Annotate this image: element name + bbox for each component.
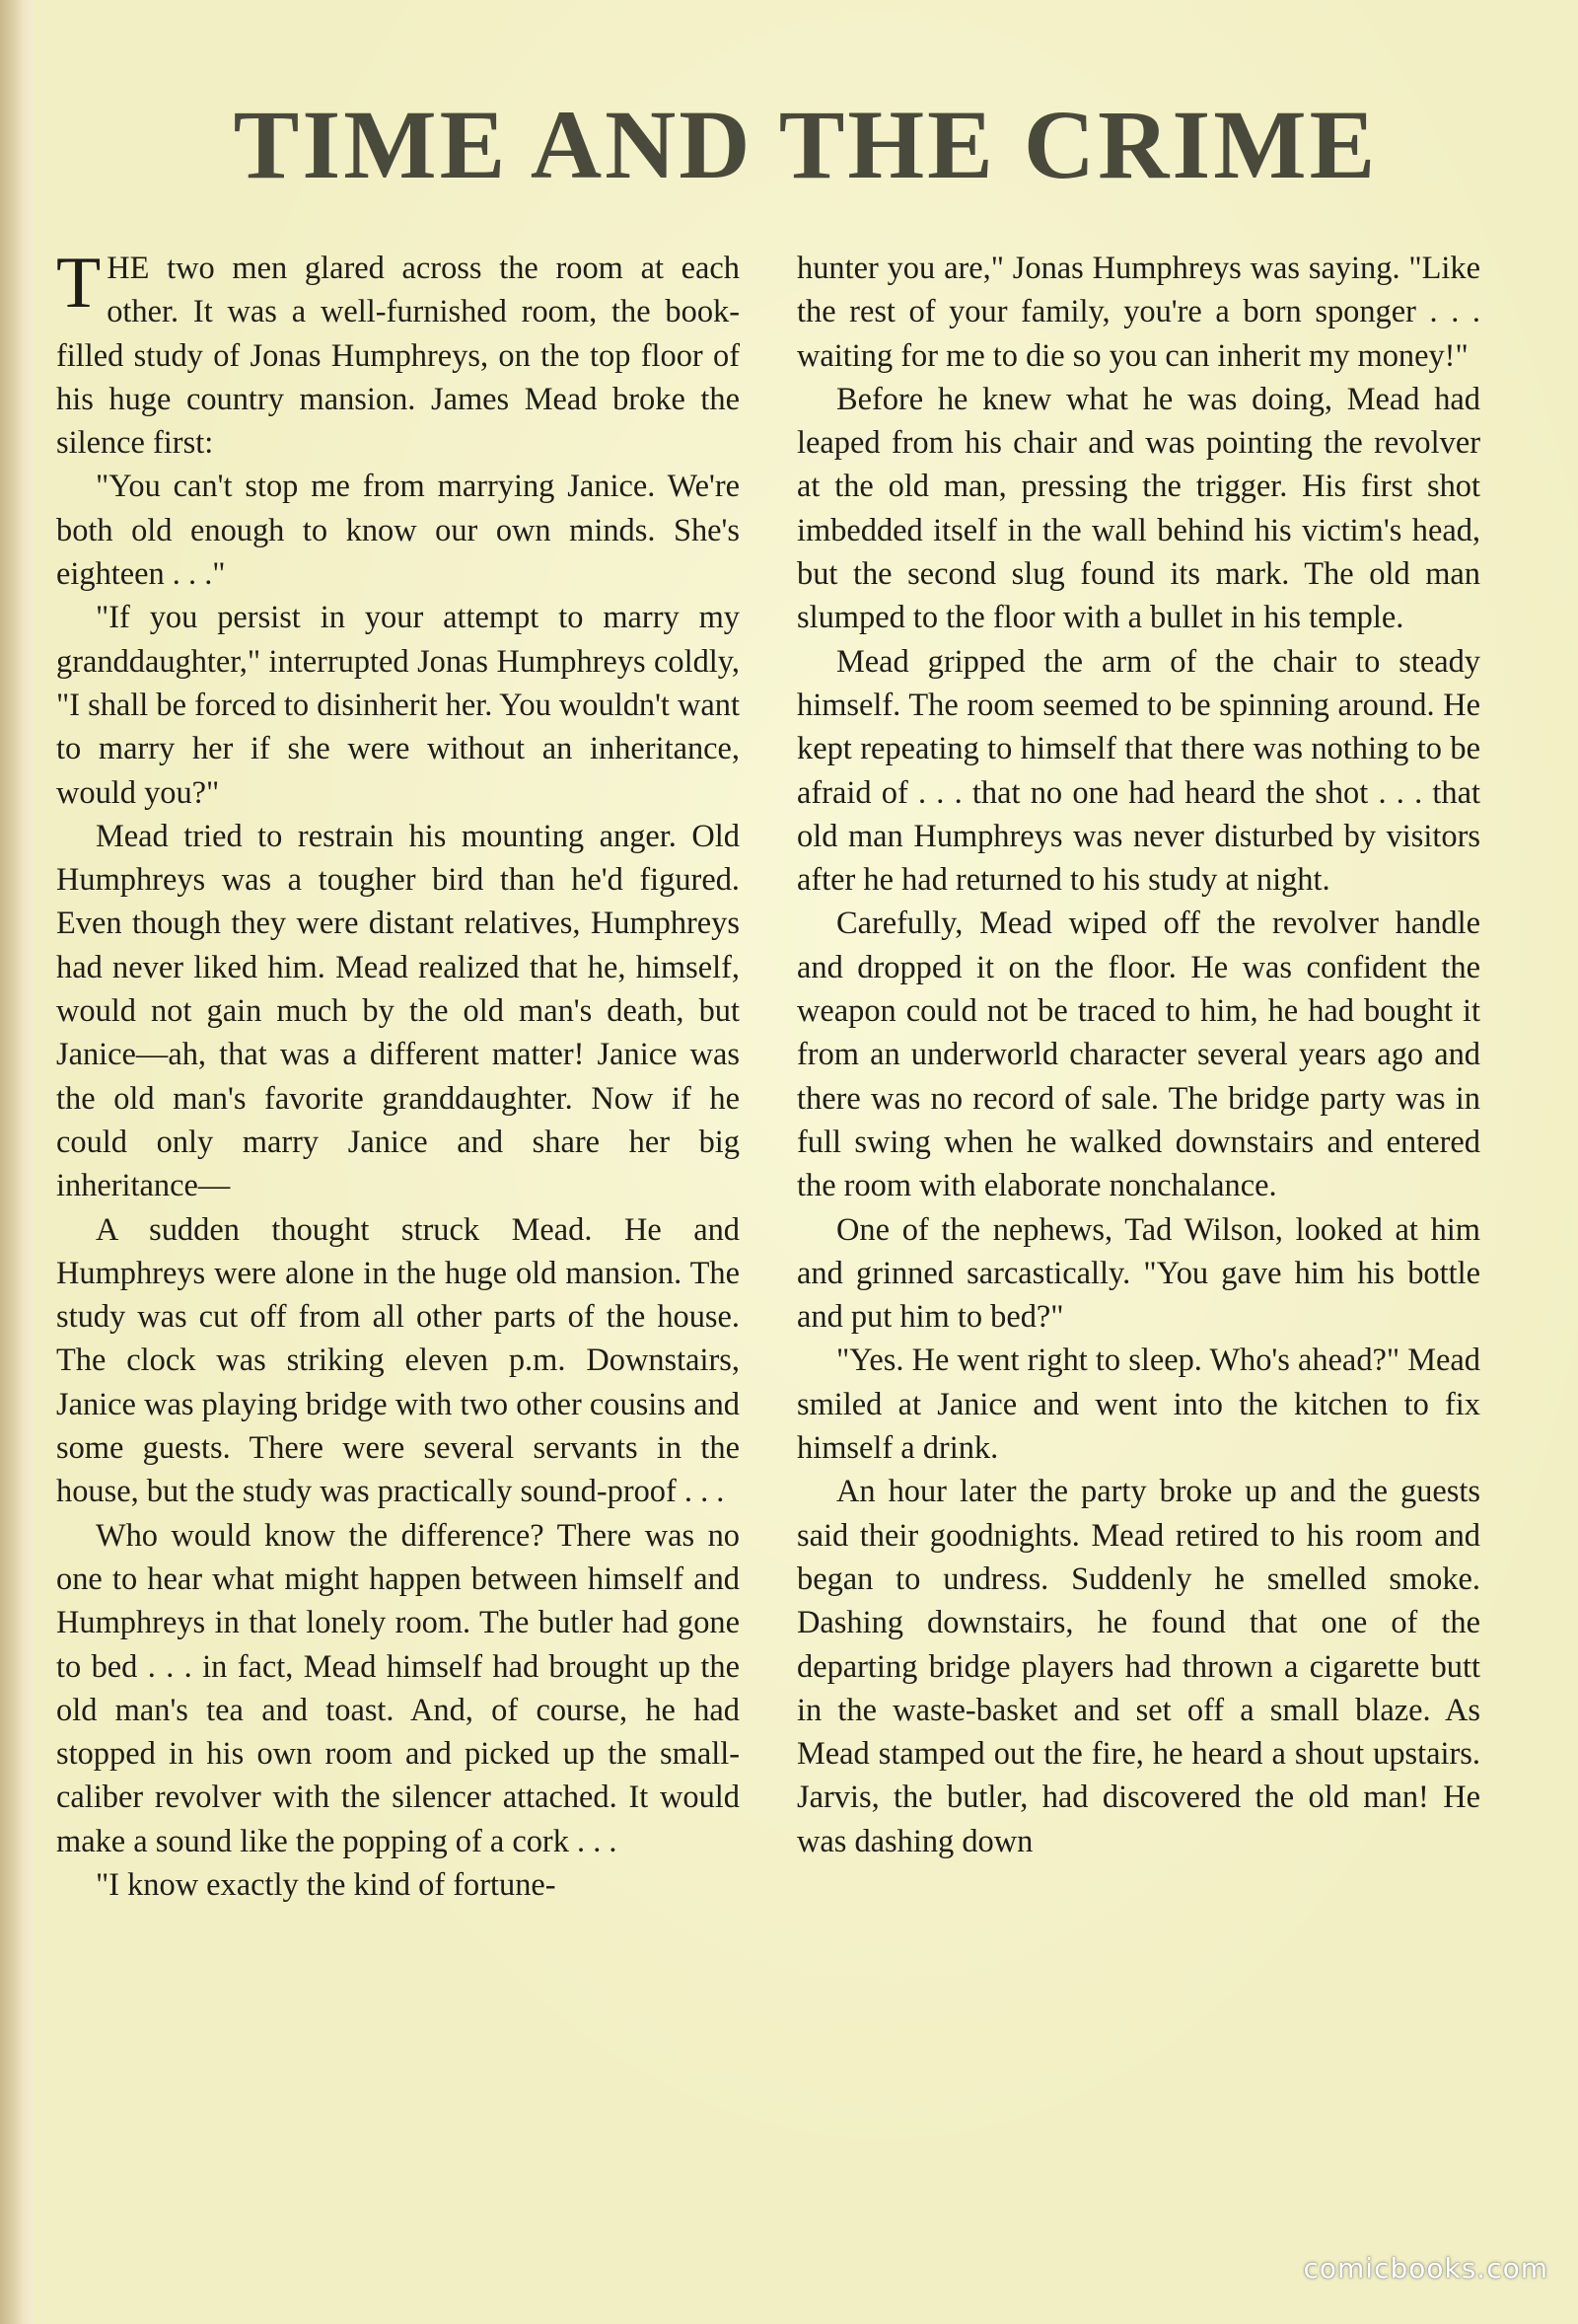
paragraph: Who would know the difference? There was no one to hear what might happen between himself and Humphreys in that lonely room. The butler had gone to bed . . . in fact, Mead himself had brought up the old man's tea and toast. And, of course, he had stopped in his own room and picked up the small-caliber revolver with the silencer attached. It would make a sound like the popping of a cork . . . bbox=[56, 1517, 740, 1859]
story-page bbox=[34, 0, 1578, 2324]
paragraph: "If you persist in your attempt to marry my granddaughter," interrupted Jonas Humphreys coldly, "I shall be forced to disinherit her. You wouldn't want to marry her if she were without an inheritance, would you?" bbox=[56, 600, 740, 811]
paragraph: Mead tried to restrain his mounting anger. Old Humphreys was a tougher bird than he'd figured. Even though they were distant relatives, Humphreys had never liked him. Mead realized that he, himself, would not gain much by the old man's death, but Janice—ah, that was a different matter! Janice was the old man's favorite granddaughter. Now if he could only marry Janice and share her big inheritance— bbox=[56, 818, 740, 1204]
paragraph: "I know exactly the kind of fortune- bbox=[96, 1866, 556, 1903]
site-watermark: comicbooks.com bbox=[1303, 2252, 1548, 2285]
paragraph-text: HE two men glared across the room at each other. It was a well-furnished room, the book-filled study of Jonas Humphreys, on the top floor of his huge country mansion. James Mead broke the silence first: bbox=[56, 251, 740, 462]
paragraph: "Yes. He went right to sleep. Who's ahead?" Mead smiled at Janice and went into the kitchen to fix himself a drink. bbox=[797, 1343, 1480, 1467]
text-column-right bbox=[797, 247, 1480, 2219]
paragraph: Before he knew what he was doing, Mead had leaped from his chair and was pointing the revolver at the old man, pressing the trigger. His first shot imbedded itself in the wall behind his victim's head, but the second slug found its mark. The old man slumped to the floor with a bullet in his temple. bbox=[797, 381, 1480, 636]
paragraph: Carefully, Mead wiped off the revolver handle and dropped it on the floor. He was confident the weapon could not be traced to him, he had bought it from an underworld character several years ago and there was no record of sale. The bridge party was in full swing when he walked downstairs and entered the room with elaborate nonchalance. bbox=[797, 906, 1480, 1204]
paragraph: A sudden thought struck Mead. He and Humphreys were alone in the huge old mansion. The study was cut off from all other parts of the house. The clock was striking eleven p.m. Downstairs, Janice was playing bridge with two other cousins and some guests. There were several servants in the house, but the study was practically sound-proof . . . bbox=[56, 1211, 740, 1510]
paragraph: "You can't stop me from marrying Janice. We're both old enough to know our own minds. She's eighteen . . ." bbox=[56, 469, 740, 593]
story-title: TIME AND THE CRIME bbox=[233, 90, 1379, 199]
drop-cap: T bbox=[56, 247, 102, 324]
paragraph bbox=[56, 247, 740, 465]
text-column-left bbox=[56, 247, 740, 2219]
paragraph: An hour later the party broke up and the guests said their goodnights. Mead retired to his room and began to undress. Suddenly he smelled smoke. Dashing downstairs, he found that one of the departing bridge players had thrown a cigarette butt in the waste-basket and set off a small blaze. As Mead stamped out the fire, he heard a shout upstairs. Jarvis, the butler, had discovered the old man! He was dashing down bbox=[797, 1474, 1480, 1859]
paragraph: Mead gripped the arm of the chair to steady himself. The room seemed to be spinning around. He kept repeating to himself that there was nothing to be afraid of . . . that no one had heard the shot . . . that old man Humphreys was never disturbed by visitors after he had returned to his study at night. bbox=[797, 643, 1480, 899]
paragraph: One of the nephews, Tad Wilson, looked at him and grinned sarcastically. "You gave him his bottle and put him to bed?" bbox=[797, 1211, 1480, 1336]
page-binding-edge bbox=[0, 0, 34, 2324]
paragraph: hunter you are," Jonas Humphreys was saying. "Like the rest of your family, you're a born sponger . . . waiting for me to die so you can inherit my money!" bbox=[797, 251, 1480, 374]
